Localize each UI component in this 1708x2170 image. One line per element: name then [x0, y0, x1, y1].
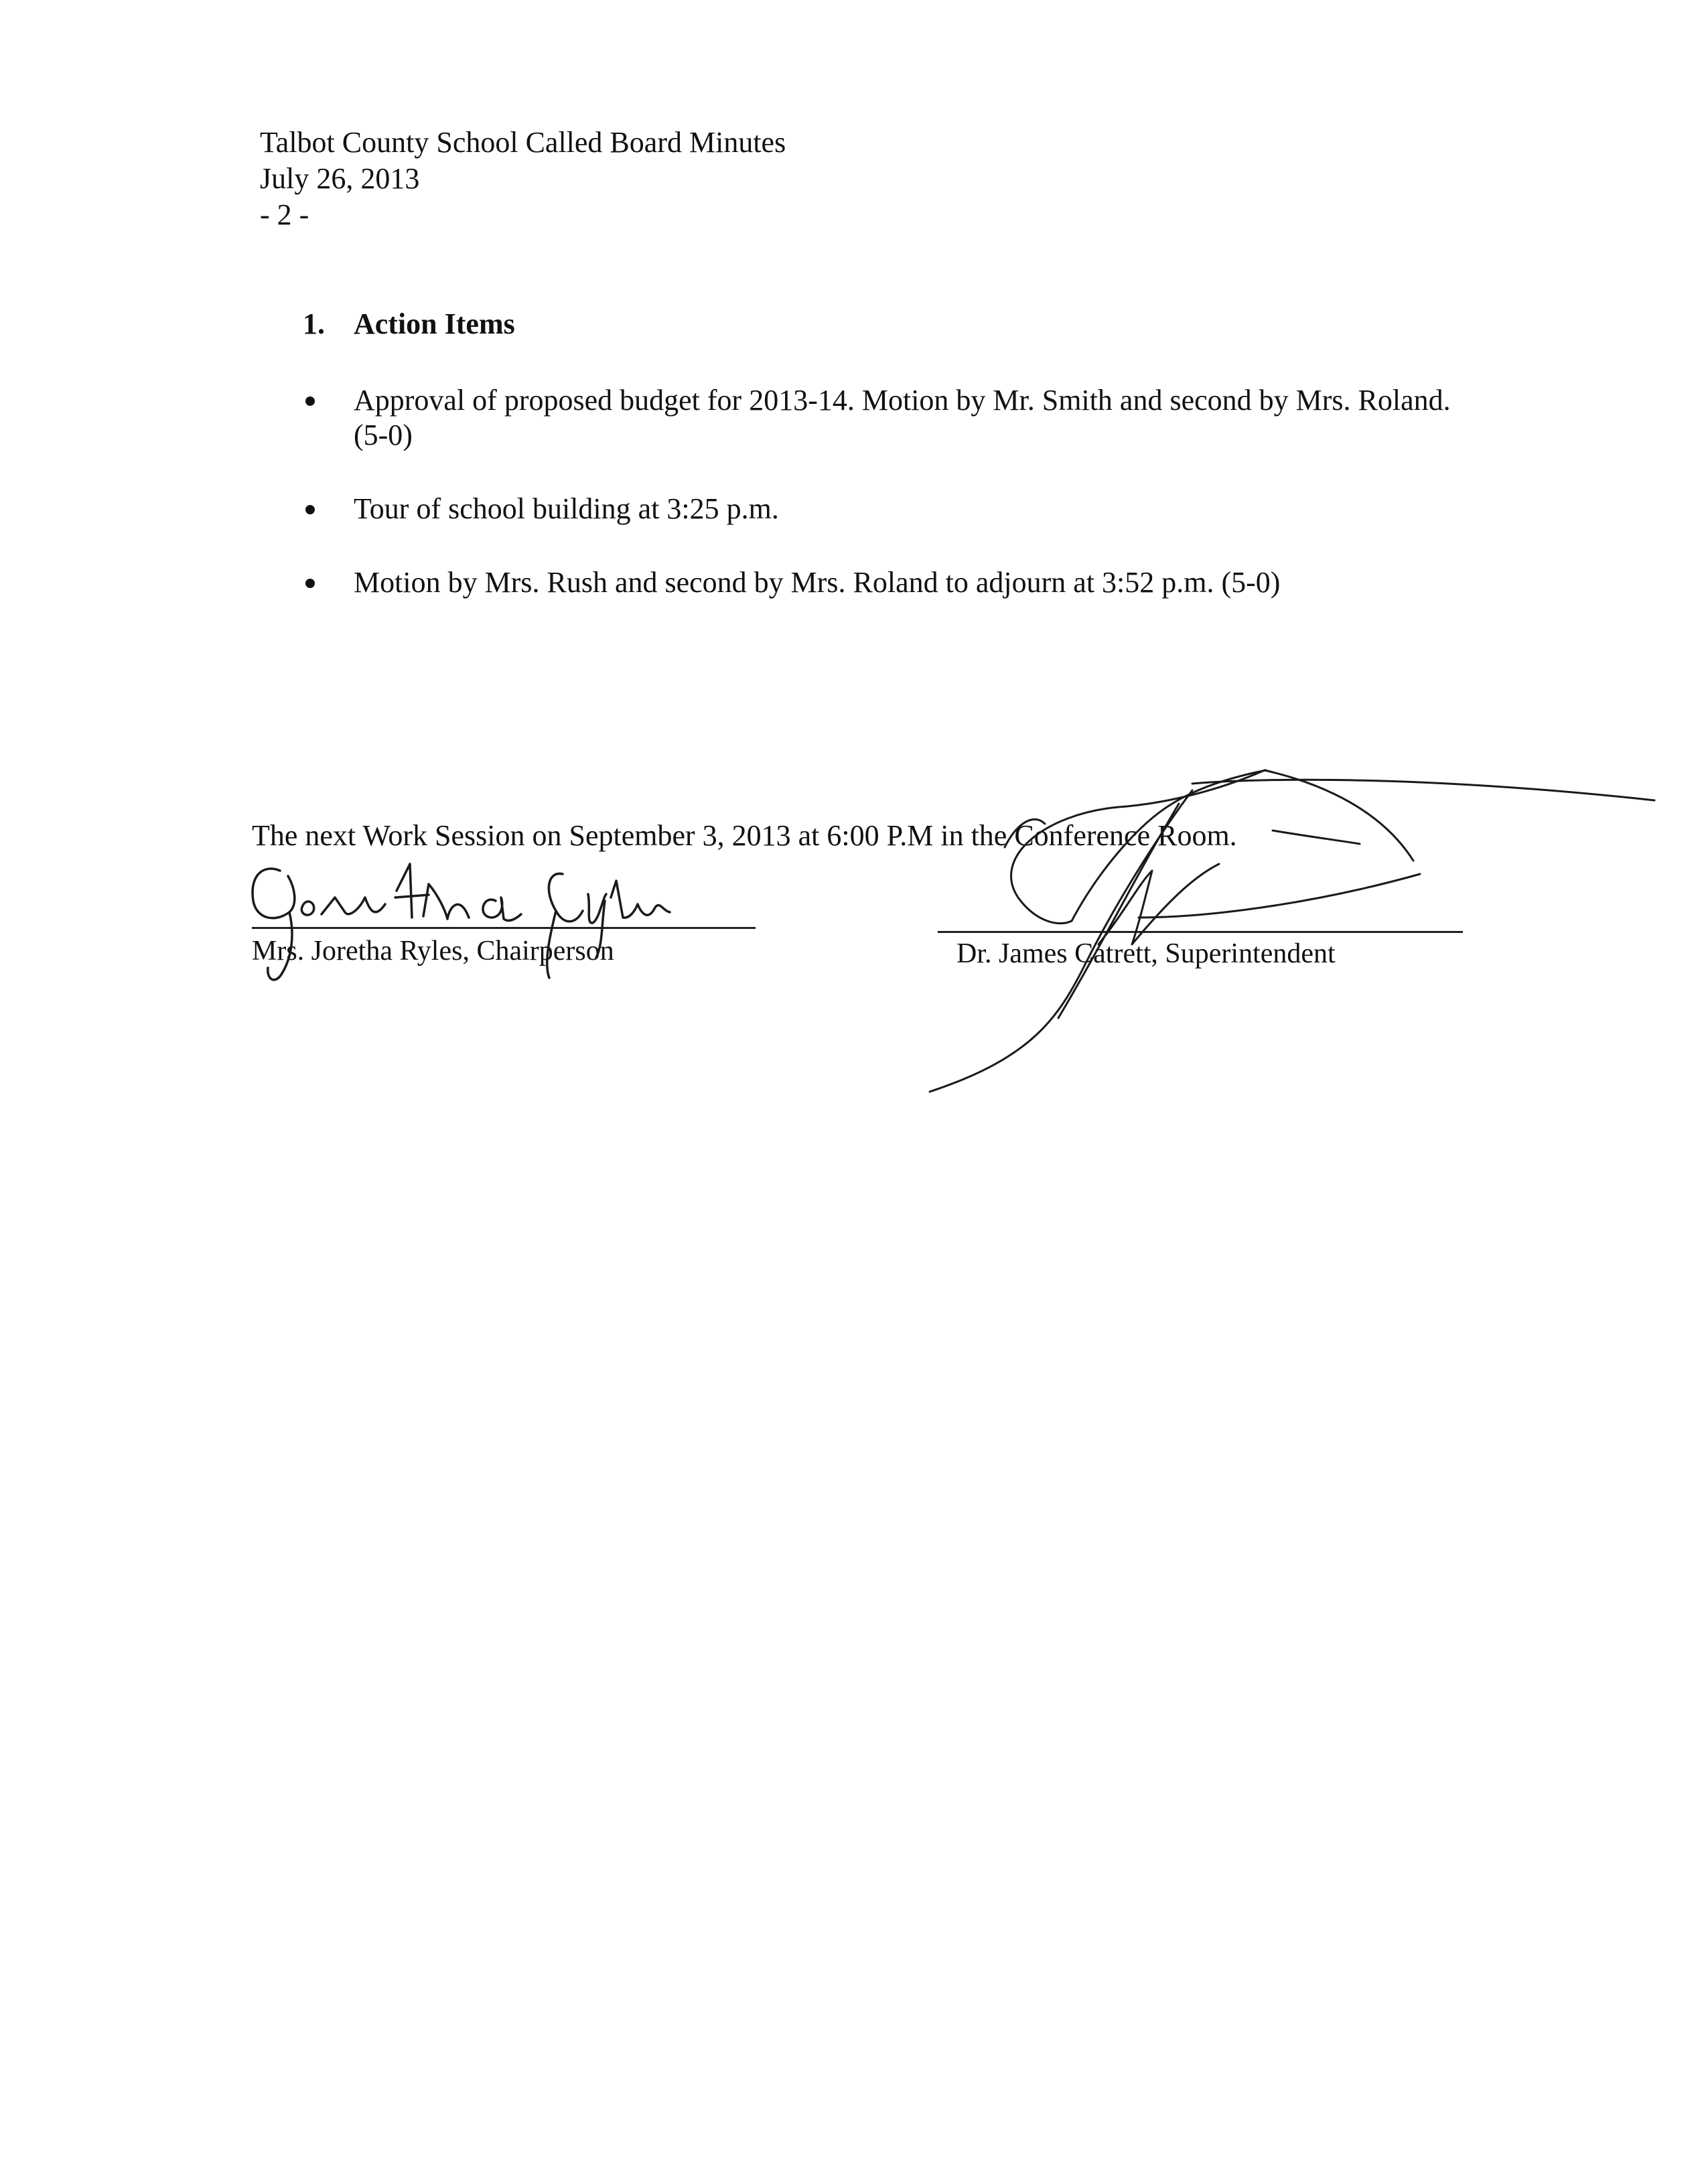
- bullet-icon: [305, 505, 315, 514]
- list-item-text: Motion by Mrs. Rush and second by Mrs. Roland to adjourn at 3:52 p.m. (5-0): [354, 566, 1281, 599]
- section-title: Action Items: [354, 307, 515, 340]
- section-number: 1.: [303, 307, 325, 340]
- list-item-text: Approval of proposed budget for 2013-14. Motion by Mr. Smith and second by Mrs. Roland. (5-0): [354, 384, 1451, 451]
- action-items-list: [303, 383, 1455, 639]
- meeting-date: July 26, 2013: [260, 162, 420, 195]
- section-heading: [303, 307, 515, 341]
- list-item-text: Tour of school building at 3:25 p.m.: [354, 492, 779, 525]
- document-title: Talbot County School Called Board Minutes: [260, 126, 786, 159]
- page-number: - 2 -: [260, 198, 309, 231]
- list-item: [303, 492, 1455, 526]
- chairperson-signature-line: [252, 927, 756, 929]
- chairperson-name: Mrs. Joretha Ryles, Chairperson: [252, 936, 614, 966]
- superintendent-name: Dr. James Catrett, Superintendent: [956, 938, 1336, 969]
- superintendent-signature-line: [938, 931, 1463, 933]
- list-item: [303, 565, 1455, 600]
- next-session-note: The next Work Session on September 3, 2013 at 6:00 P.M in the Conference Room.: [252, 819, 1237, 852]
- list-item: [303, 383, 1455, 453]
- document-header: [260, 125, 786, 233]
- bullet-icon: [305, 396, 315, 406]
- bullet-icon: [305, 579, 315, 588]
